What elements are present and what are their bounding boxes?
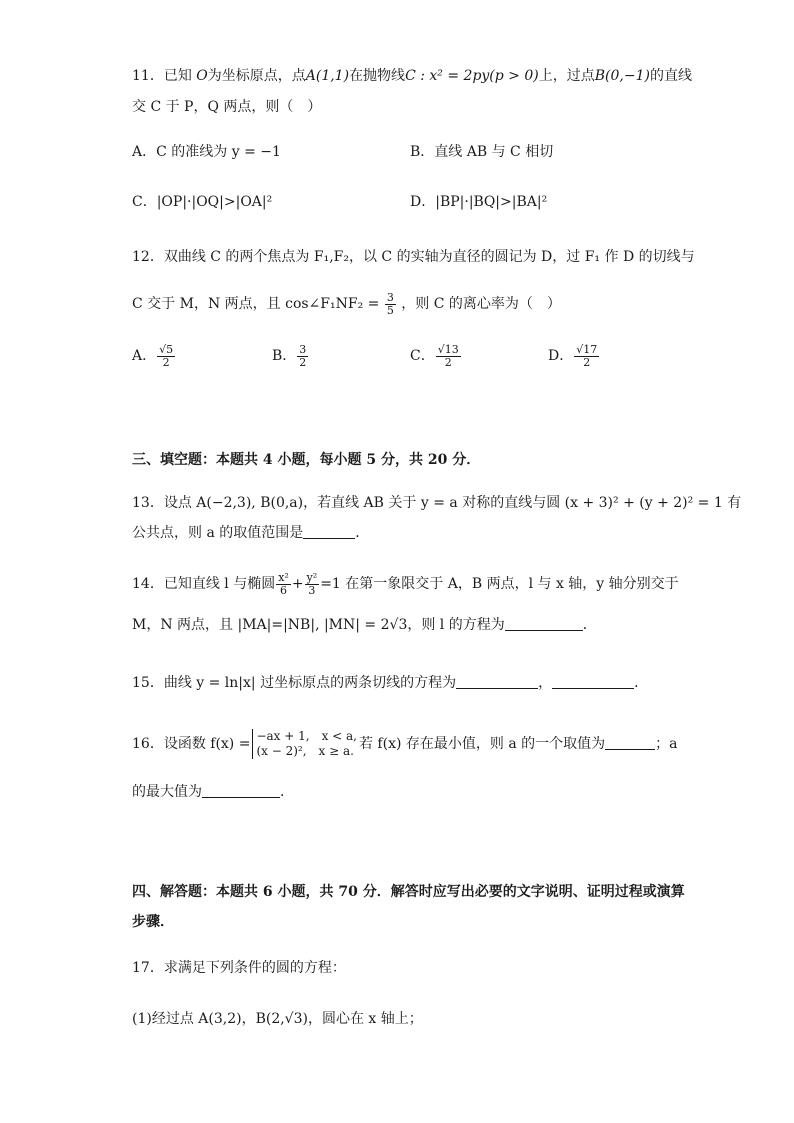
q11-text-c: 在抛物线 (349, 68, 406, 84)
q11-origin: O (196, 68, 208, 84)
q16-answer-blank-2[interactable] (202, 783, 280, 798)
q11-option-b: B．直线 AB 与 C 相切 (410, 144, 554, 160)
section-3-heading: 三、填空题：本题共 4 小题，每小题 5 分，共 20 分． (132, 452, 481, 468)
q12-option-c: C． $\frac{√13}{2}$ (410, 342, 459, 369)
q14-answer-blank[interactable] (505, 616, 583, 631)
q14-fraction-x: $\frac{\text{x²}}{6}$ (278, 570, 289, 597)
q16-line1: 16．设函数 f(x) = −ax + 1, x < a, (x − 2)², x ≥ a. 若 f(x) 存在最小值，则 a 的一个取值为 ；a (132, 729, 678, 758)
q11-line2: 交 C 于 P，Q 两点，则（ ） (132, 99, 322, 115)
q12-line2 (132, 290, 672, 318)
q11-text-b: 为坐标原点，点 (207, 68, 306, 84)
q12-cos-fraction: $\frac{3}{5}$ (386, 290, 394, 317)
q11-text-a: 11．已知 (132, 68, 197, 84)
q15-answer-blank-1[interactable] (456, 674, 538, 689)
q15-line: 15．曲线 y = ln|x| 过坐标原点的两条切线的方程为 ， ． (132, 675, 649, 691)
q12-text-a: C 交于 M，N 两点，且 cos∠F₁NF₂ = (132, 296, 380, 312)
section-4-heading-line2: 步骤． (132, 914, 174, 930)
q14-fraction-y: $\frac{\text{y²}}{3}$ (306, 570, 318, 597)
q15-answer-blank-2[interactable] (552, 674, 634, 689)
q13-answer-blank[interactable] (303, 524, 355, 539)
q14-line2: M，N 两点，且 |MA|=|NB|, |MN| = 2√3，则 l 的方程为 ． (132, 617, 597, 633)
q11-point-a: A(1,1) (305, 68, 350, 84)
q16-answer-blank-1[interactable] (605, 735, 655, 750)
q11-point-b: B(0,−1) (594, 68, 650, 84)
q11-option-c: C．|OP|·|OQ|>|OA|² (132, 194, 273, 210)
q11-text-e: 的直线 (649, 68, 692, 84)
q13-line1: 13．设点 A(−2,3), B(0,a)，若直线 AB 关于 y = a 对称的直线与圆 (x + 3)² + (y + 2)² = 1 有 (132, 495, 742, 511)
q11-option-a: A．C 的准线为 y = −1 (132, 144, 281, 160)
q16-piecewise: −ax + 1, x < a, (x − 2)², x ≥ a. (252, 729, 357, 759)
q11-parabola: C : x² = 2py(p > 0) (405, 68, 539, 84)
q12-option-d: D． $\frac{√17}{2}$ (548, 342, 598, 369)
q12-option-a: A． $\frac{√5}{2}$ (132, 342, 174, 369)
q17-line1: 17．求满足下列条件的圆的方程： (132, 960, 346, 976)
q12-text-b: ，则 C 的离心率为（ ） (401, 296, 561, 312)
q11-line1 (132, 66, 692, 86)
q11-text-d: 上，过点 (538, 68, 595, 84)
q12-line1: 12．双曲线 C 的两个焦点为 F₁,F₂，以 C 的实轴为直径的圆记为 D，过 F₁ 作 D 的切线与 (132, 249, 695, 265)
q16-line2: 的最大值为 ． (132, 784, 294, 800)
q13-line2: 公共点，则 a 的取值范围是 ． (132, 525, 370, 541)
q12-option-b: B． $\frac{3}{2}$ (272, 342, 307, 369)
section-4-heading-line1: 四、解答题：本题共 6 小题，共 70 分．解答时应写出必要的文字说明、证明过程或演算 (132, 884, 685, 900)
q11-option-d: D．|BP|·|BQ|>|BA|² (410, 194, 548, 210)
q17-line2: (1)经过点 A(3,2)，B(2,√3)，圆心在 x 轴上； (132, 1011, 423, 1027)
q14-line1: 14．已知直线 l 与椭圆 $\frac{\text{x²}}{6}$ + $\frac{\text{y²}}{3}$ =1 在第一象限交于 A，B 两点，l 与 x 轴，y 轴分别交于 (132, 570, 679, 597)
